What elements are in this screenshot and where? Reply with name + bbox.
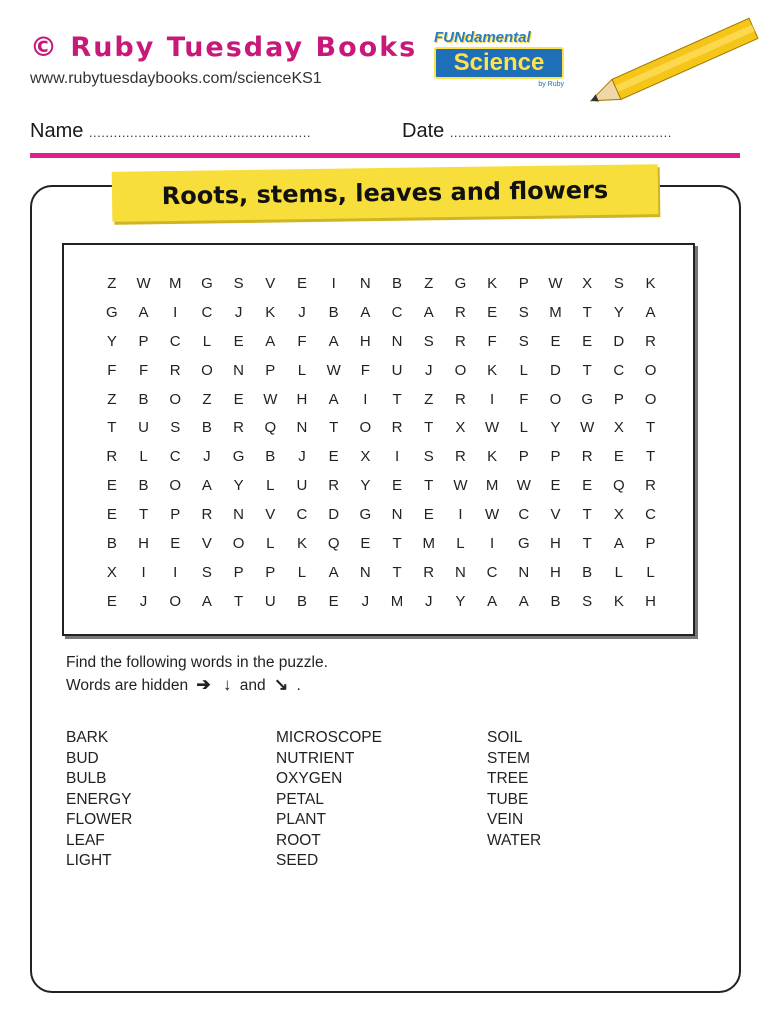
grid-letter[interactable]: Q xyxy=(264,419,277,437)
grid-letter[interactable]: L xyxy=(297,361,307,379)
grid-letter[interactable]: K xyxy=(645,275,656,292)
date-field[interactable] xyxy=(402,120,672,143)
grid-letter[interactable]: X xyxy=(613,506,624,524)
grid-letter[interactable]: N xyxy=(391,332,403,350)
grid-letter[interactable]: J xyxy=(361,592,370,610)
grid-letter[interactable]: N xyxy=(454,563,466,581)
grid-letter[interactable]: N xyxy=(359,563,371,581)
grid-letter[interactable]: Y xyxy=(550,419,561,437)
grid-letter[interactable]: M xyxy=(168,275,182,292)
grid-letter[interactable]: T xyxy=(424,419,434,437)
word-list-item: LEAF xyxy=(66,831,105,849)
grid-letter[interactable]: A xyxy=(265,332,276,350)
grid-letter[interactable]: S xyxy=(201,563,212,581)
instruction-line-2 xyxy=(66,675,301,695)
grid-letter[interactable]: C xyxy=(518,506,530,524)
grid-letter[interactable]: J xyxy=(139,592,148,610)
grid-letter[interactable]: D xyxy=(613,332,625,350)
grid-letter[interactable]: N xyxy=(233,506,245,524)
grid-letter[interactable]: O xyxy=(359,419,372,437)
grid-letter[interactable]: B xyxy=(138,477,149,495)
grid-letter[interactable]: Z xyxy=(107,275,117,292)
grid-letter[interactable]: F xyxy=(487,332,497,350)
grid-letter[interactable]: V xyxy=(265,506,276,524)
grid-row xyxy=(96,559,666,588)
word-list-item: VEIN xyxy=(487,811,524,828)
grid-letter[interactable]: S xyxy=(170,419,181,437)
grid-letter[interactable]: A xyxy=(138,303,149,321)
grid-letter[interactable]: P xyxy=(233,563,244,581)
grid-letter[interactable]: H xyxy=(645,592,656,610)
grid-letter[interactable]: K xyxy=(487,361,498,379)
word-list-item: TUBE xyxy=(487,790,529,808)
grid-letter[interactable]: T xyxy=(392,390,402,408)
grid-row xyxy=(96,328,666,357)
grid-letter[interactable]: S xyxy=(423,448,434,466)
grid-letter[interactable]: E xyxy=(360,535,371,553)
grid-letter[interactable]: W xyxy=(326,361,341,379)
grid-letter[interactable]: W xyxy=(263,390,278,408)
grid-letter[interactable]: G xyxy=(581,390,593,408)
grid-letter[interactable]: R xyxy=(454,303,466,321)
grid-letter[interactable]: R xyxy=(423,563,435,581)
grid-letter[interactable]: L xyxy=(519,419,528,437)
grid-letter[interactable]: C xyxy=(486,563,498,581)
logo-main-text: Science xyxy=(434,47,564,79)
grid-letter[interactable]: T xyxy=(582,303,592,321)
grid-letter[interactable]: I xyxy=(363,390,368,408)
grid-letter[interactable]: B xyxy=(138,390,149,408)
grid-letter[interactable]: S xyxy=(423,332,434,350)
grid-letter[interactable]: R xyxy=(645,477,656,495)
grid-letter[interactable]: H xyxy=(296,390,308,408)
grid-letter[interactable]: P xyxy=(265,361,276,379)
grid-letter[interactable]: J xyxy=(203,448,211,466)
grid-letter[interactable]: Y xyxy=(455,592,466,610)
grid-letter[interactable]: R xyxy=(454,390,466,408)
grid-letter[interactable]: L xyxy=(614,563,624,581)
grid-letter[interactable]: B xyxy=(328,303,339,321)
grid-letter[interactable]: C xyxy=(201,303,213,321)
instruction-prefix: Words are hidden xyxy=(66,677,189,694)
grid-letter[interactable]: K xyxy=(613,592,624,610)
grid-letter[interactable]: F xyxy=(297,332,307,350)
grid-letter[interactable]: V xyxy=(265,275,276,292)
grid-letter[interactable]: E xyxy=(233,390,244,408)
grid-letter[interactable]: A xyxy=(328,563,339,581)
word-list-item: ENERGY xyxy=(66,790,132,808)
grid-letter[interactable]: E xyxy=(487,303,498,321)
grid-letter[interactable]: Z xyxy=(107,390,117,408)
grid-letter[interactable]: S xyxy=(233,275,244,292)
word-list-item: TREE xyxy=(487,770,529,787)
grid-letter[interactable]: A xyxy=(360,303,371,321)
word-list-item: PLANT xyxy=(276,811,326,828)
grid-letter[interactable]: R xyxy=(233,419,245,437)
grid-letter[interactable]: B xyxy=(296,592,307,610)
arrow-diagonal-icon: ↘ xyxy=(273,675,289,694)
grid-letter[interactable]: Q xyxy=(327,535,340,553)
word-list-item: NUTRIENT xyxy=(276,749,355,767)
grid-letter[interactable]: T xyxy=(392,535,402,553)
grid-letter[interactable]: W xyxy=(485,419,500,437)
word-list-item: SEED xyxy=(276,852,319,869)
grid-letter[interactable]: C xyxy=(645,506,656,524)
grid-letter[interactable]: E xyxy=(170,535,181,553)
grid-letter[interactable]: Y xyxy=(233,477,244,495)
grid-letter[interactable]: L xyxy=(202,332,212,350)
grid-letter[interactable]: E xyxy=(550,332,561,350)
grid-letter[interactable]: I xyxy=(394,448,400,466)
grid-row xyxy=(96,472,666,501)
grid-letter[interactable]: L xyxy=(139,448,148,466)
word-list-item: BULB xyxy=(66,770,107,787)
grid-letter[interactable]: B xyxy=(550,592,561,610)
grid-letter[interactable]: M xyxy=(422,535,435,553)
arrow-down-icon: ↓ xyxy=(222,675,232,694)
grid-letter[interactable]: A xyxy=(423,303,434,321)
grid-letter[interactable]: U xyxy=(391,361,403,379)
grid-letter[interactable]: W xyxy=(485,506,500,524)
grid-letter[interactable]: E xyxy=(582,477,593,495)
grid-letter[interactable]: P xyxy=(138,332,149,350)
grid-letter[interactable]: X xyxy=(455,419,466,437)
grid-letter[interactable]: E xyxy=(423,506,434,524)
grid-letter[interactable]: P xyxy=(518,448,529,466)
grid-letter[interactable]: N xyxy=(359,275,371,292)
grid-letter[interactable]: A xyxy=(201,592,212,610)
grid-letter[interactable]: T xyxy=(645,448,656,466)
grid-letter[interactable]: O xyxy=(169,390,182,408)
grid-letter[interactable]: B xyxy=(265,448,276,466)
grid-letter[interactable]: I xyxy=(490,535,495,553)
grid-letter[interactable]: R xyxy=(169,361,181,379)
instruction-and: and xyxy=(239,677,266,694)
grid-row xyxy=(96,357,666,386)
grid-letter[interactable]: K xyxy=(487,448,498,466)
grid-letter[interactable]: I xyxy=(173,303,178,321)
grid-letter[interactable]: G xyxy=(517,535,530,553)
word-list-column-2 xyxy=(276,728,382,872)
grid-letter[interactable]: D xyxy=(328,506,340,524)
grid-letter[interactable]: O xyxy=(201,361,213,379)
grid-letter[interactable]: E xyxy=(328,592,339,610)
publisher-brand: © Ruby Tuesday Books xyxy=(30,32,418,63)
grid-letter[interactable]: Z xyxy=(202,390,212,408)
grid-letter[interactable]: N xyxy=(233,361,245,379)
grid-letter[interactable]: E xyxy=(613,448,624,466)
date-label: Date xyxy=(402,120,445,142)
grid-letter[interactable]: U xyxy=(296,477,308,495)
grid-letter[interactable]: W xyxy=(453,477,468,495)
grid-letter[interactable]: T xyxy=(107,419,117,437)
grid-letter[interactable]: M xyxy=(549,303,562,321)
grid-letter[interactable]: R xyxy=(201,506,213,524)
grid-letter[interactable]: I xyxy=(173,563,178,581)
grid-letter[interactable]: I xyxy=(141,563,146,581)
grid-letter[interactable]: J xyxy=(298,448,306,466)
grid-letter[interactable]: E xyxy=(106,506,117,524)
grid-letter[interactable]: I xyxy=(490,390,495,408)
grid-letter[interactable]: E xyxy=(392,477,403,495)
grid-letter[interactable]: L xyxy=(646,563,655,581)
grid-letter[interactable]: O xyxy=(169,592,182,610)
grid-letter[interactable]: F xyxy=(138,361,149,379)
grid-letter[interactable]: X xyxy=(360,448,371,466)
grid-letter[interactable]: B xyxy=(392,275,403,292)
grid-letter[interactable]: S xyxy=(518,332,529,350)
grid-letter[interactable]: C xyxy=(391,303,403,321)
grid-letter[interactable]: T xyxy=(582,361,592,379)
grid-row xyxy=(96,386,666,415)
grid-letter[interactable]: N xyxy=(518,563,530,581)
grid-letter[interactable]: R xyxy=(454,332,466,350)
grid-letter[interactable]: R xyxy=(581,448,593,466)
grid-letter[interactable]: P xyxy=(265,563,276,581)
grid-letter[interactable]: K xyxy=(296,535,307,553)
header-divider xyxy=(30,153,740,158)
grid-letter[interactable]: A xyxy=(328,332,339,350)
instruction-line-1: Find the following words in the puzzle. xyxy=(66,654,328,671)
grid-letter[interactable]: F xyxy=(360,361,370,379)
grid-letter[interactable]: U xyxy=(138,419,149,437)
grid-letter[interactable]: P xyxy=(645,535,656,553)
word-list-item: WATER xyxy=(487,831,542,849)
grid-row xyxy=(96,501,666,530)
grid-letter[interactable]: L xyxy=(266,535,275,553)
word-list-item: PETAL xyxy=(276,790,324,808)
wordsearch-grid[interactable] xyxy=(96,270,666,617)
grid-letter[interactable]: B xyxy=(106,535,117,553)
grid-letter[interactable]: J xyxy=(298,303,306,321)
grid-letter[interactable]: S xyxy=(518,303,529,321)
grid-letter[interactable]: S xyxy=(613,275,624,292)
grid-row xyxy=(96,443,666,472)
word-list-item: STEM xyxy=(487,749,531,767)
grid-row xyxy=(96,588,666,617)
grid-row xyxy=(96,270,666,299)
name-label: Name xyxy=(30,120,84,142)
grid-letter[interactable]: J xyxy=(424,592,433,610)
grid-letter[interactable]: B xyxy=(201,419,212,437)
grid-letter[interactable]: P xyxy=(170,506,181,524)
grid-letter[interactable]: E xyxy=(550,477,561,495)
grid-letter[interactable]: E xyxy=(296,275,307,292)
grid-letter[interactable]: O xyxy=(644,390,657,408)
grid-letter[interactable]: Q xyxy=(613,477,625,495)
logo-top-text: FUNdamental xyxy=(434,29,531,46)
grid-letter[interactable]: N xyxy=(391,506,403,524)
grid-letter[interactable]: S xyxy=(582,592,593,610)
grid-letter[interactable]: B xyxy=(582,563,593,581)
grid-letter[interactable]: R xyxy=(391,419,403,437)
grid-letter[interactable]: R xyxy=(106,448,118,466)
arrow-right-icon: ➔ xyxy=(196,675,211,694)
grid-letter[interactable]: R xyxy=(645,332,656,350)
word-list-item: BARK xyxy=(66,729,109,746)
grid-letter[interactable]: L xyxy=(266,477,275,495)
grid-letter[interactable]: M xyxy=(485,477,499,495)
grid-letter[interactable]: T xyxy=(138,506,149,524)
grid-letter[interactable]: A xyxy=(645,303,656,321)
grid-letter[interactable]: F xyxy=(107,361,117,379)
grid-letter[interactable]: E xyxy=(106,592,117,610)
grid-letter[interactable]: H xyxy=(359,332,371,350)
grid-letter[interactable]: O xyxy=(169,477,182,495)
publisher-url[interactable]: www.rubytuesdaybooks.com/scienceKS1 xyxy=(30,70,322,87)
pencil-icon xyxy=(590,0,770,120)
grid-letter[interactable]: O xyxy=(644,361,657,379)
instruction-period: . xyxy=(296,677,301,694)
grid-letter[interactable]: P xyxy=(550,448,561,466)
grid-letter[interactable]: T xyxy=(582,506,592,524)
grid-letter[interactable]: A xyxy=(328,390,339,408)
grid-row xyxy=(96,414,666,443)
grid-letter[interactable]: H xyxy=(550,535,561,553)
grid-letter[interactable]: X xyxy=(582,275,593,292)
grid-letter[interactable]: Y xyxy=(613,303,624,321)
grid-letter[interactable]: E xyxy=(106,477,117,495)
grid-letter[interactable]: R xyxy=(328,477,340,495)
date-dots: ...................................................... xyxy=(449,125,672,140)
grid-letter[interactable]: T xyxy=(645,419,656,437)
grid-letter[interactable]: O xyxy=(549,390,562,408)
word-list-item: MICROSCOPE xyxy=(276,729,382,746)
name-field[interactable] xyxy=(30,120,311,143)
grid-letter[interactable]: N xyxy=(296,419,308,437)
grid-letter[interactable]: R xyxy=(454,448,466,466)
grid-letter[interactable]: A xyxy=(201,477,212,495)
name-dots: ...................................................... xyxy=(88,125,311,140)
grid-letter[interactable]: V xyxy=(550,506,561,524)
grid-letter[interactable]: A xyxy=(487,592,498,610)
grid-letter[interactable]: P xyxy=(518,275,529,292)
grid-letter[interactable]: A xyxy=(518,592,529,610)
grid-letter[interactable]: J xyxy=(234,303,243,321)
grid-letter[interactable]: E xyxy=(233,332,244,350)
grid-letter[interactable]: L xyxy=(519,361,528,379)
grid-letter[interactable]: A xyxy=(613,535,624,553)
grid-letter[interactable]: G xyxy=(232,448,245,466)
grid-letter[interactable]: E xyxy=(582,332,593,350)
grid-letter[interactable]: I xyxy=(331,275,336,292)
grid-letter[interactable]: G xyxy=(454,275,467,292)
grid-letter[interactable]: U xyxy=(264,592,276,610)
grid-letter[interactable]: V xyxy=(201,535,212,553)
grid-letter[interactable]: X xyxy=(613,419,624,437)
grid-letter[interactable]: T xyxy=(234,592,244,610)
grid-letter[interactable]: C xyxy=(169,448,181,466)
grid-letter[interactable]: Z xyxy=(424,275,434,292)
grid-letter[interactable]: T xyxy=(424,477,434,495)
grid-letter[interactable]: G xyxy=(359,506,372,524)
word-list-item: OXYGEN xyxy=(276,770,343,787)
grid-letter[interactable]: G xyxy=(201,275,213,292)
word-list-item: BUD xyxy=(66,749,99,767)
grid-letter[interactable]: H xyxy=(550,563,561,581)
worksheet-title: Roots, stems, leaves and flowers xyxy=(161,175,609,211)
grid-letter[interactable]: C xyxy=(296,506,308,524)
grid-letter[interactable]: D xyxy=(550,361,561,379)
grid-letter[interactable]: Y xyxy=(106,332,117,350)
word-list-column-3 xyxy=(487,728,541,851)
word-list-item: SOIL xyxy=(487,729,523,746)
grid-letter[interactable]: O xyxy=(454,361,467,379)
grid-letter[interactable]: C xyxy=(169,332,181,350)
word-list-item: LIGHT xyxy=(66,852,112,869)
grid-letter[interactable]: T xyxy=(329,419,339,437)
grid-letter[interactable]: Z xyxy=(424,390,434,408)
word-list-item: FLOWER xyxy=(66,811,133,828)
grid-letter[interactable]: M xyxy=(390,592,404,610)
grid-letter[interactable]: T xyxy=(392,563,402,581)
grid-letter[interactable]: I xyxy=(458,506,463,524)
grid-letter[interactable]: L xyxy=(456,535,465,553)
grid-letter[interactable]: G xyxy=(106,303,118,321)
word-list-item: ROOT xyxy=(276,831,321,849)
grid-letter[interactable]: L xyxy=(297,563,307,581)
grid-letter[interactable]: H xyxy=(138,535,149,553)
grid-letter[interactable]: E xyxy=(328,448,339,466)
grid-letter[interactable]: W xyxy=(548,275,563,292)
grid-letter[interactable]: O xyxy=(232,535,245,553)
grid-letter[interactable]: T xyxy=(582,535,592,553)
grid-letter[interactable]: W xyxy=(580,419,595,437)
grid-row xyxy=(96,299,666,328)
grid-letter[interactable]: F xyxy=(519,390,529,408)
title-banner xyxy=(112,164,659,222)
logo-sub-text: by Ruby xyxy=(538,81,564,88)
grid-letter[interactable]: W xyxy=(136,275,151,292)
grid-letter[interactable]: K xyxy=(265,303,276,321)
grid-letter[interactable]: K xyxy=(487,275,498,292)
word-list-column-1 xyxy=(66,728,132,872)
grid-letter[interactable]: C xyxy=(613,361,625,379)
grid-letter[interactable]: W xyxy=(516,477,531,495)
grid-row xyxy=(96,530,666,559)
grid-letter[interactable]: P xyxy=(613,390,624,408)
grid-letter[interactable]: X xyxy=(106,563,117,581)
fundamental-science-logo xyxy=(434,30,564,92)
grid-letter[interactable]: J xyxy=(424,361,433,379)
grid-letter[interactable]: Y xyxy=(360,477,371,495)
